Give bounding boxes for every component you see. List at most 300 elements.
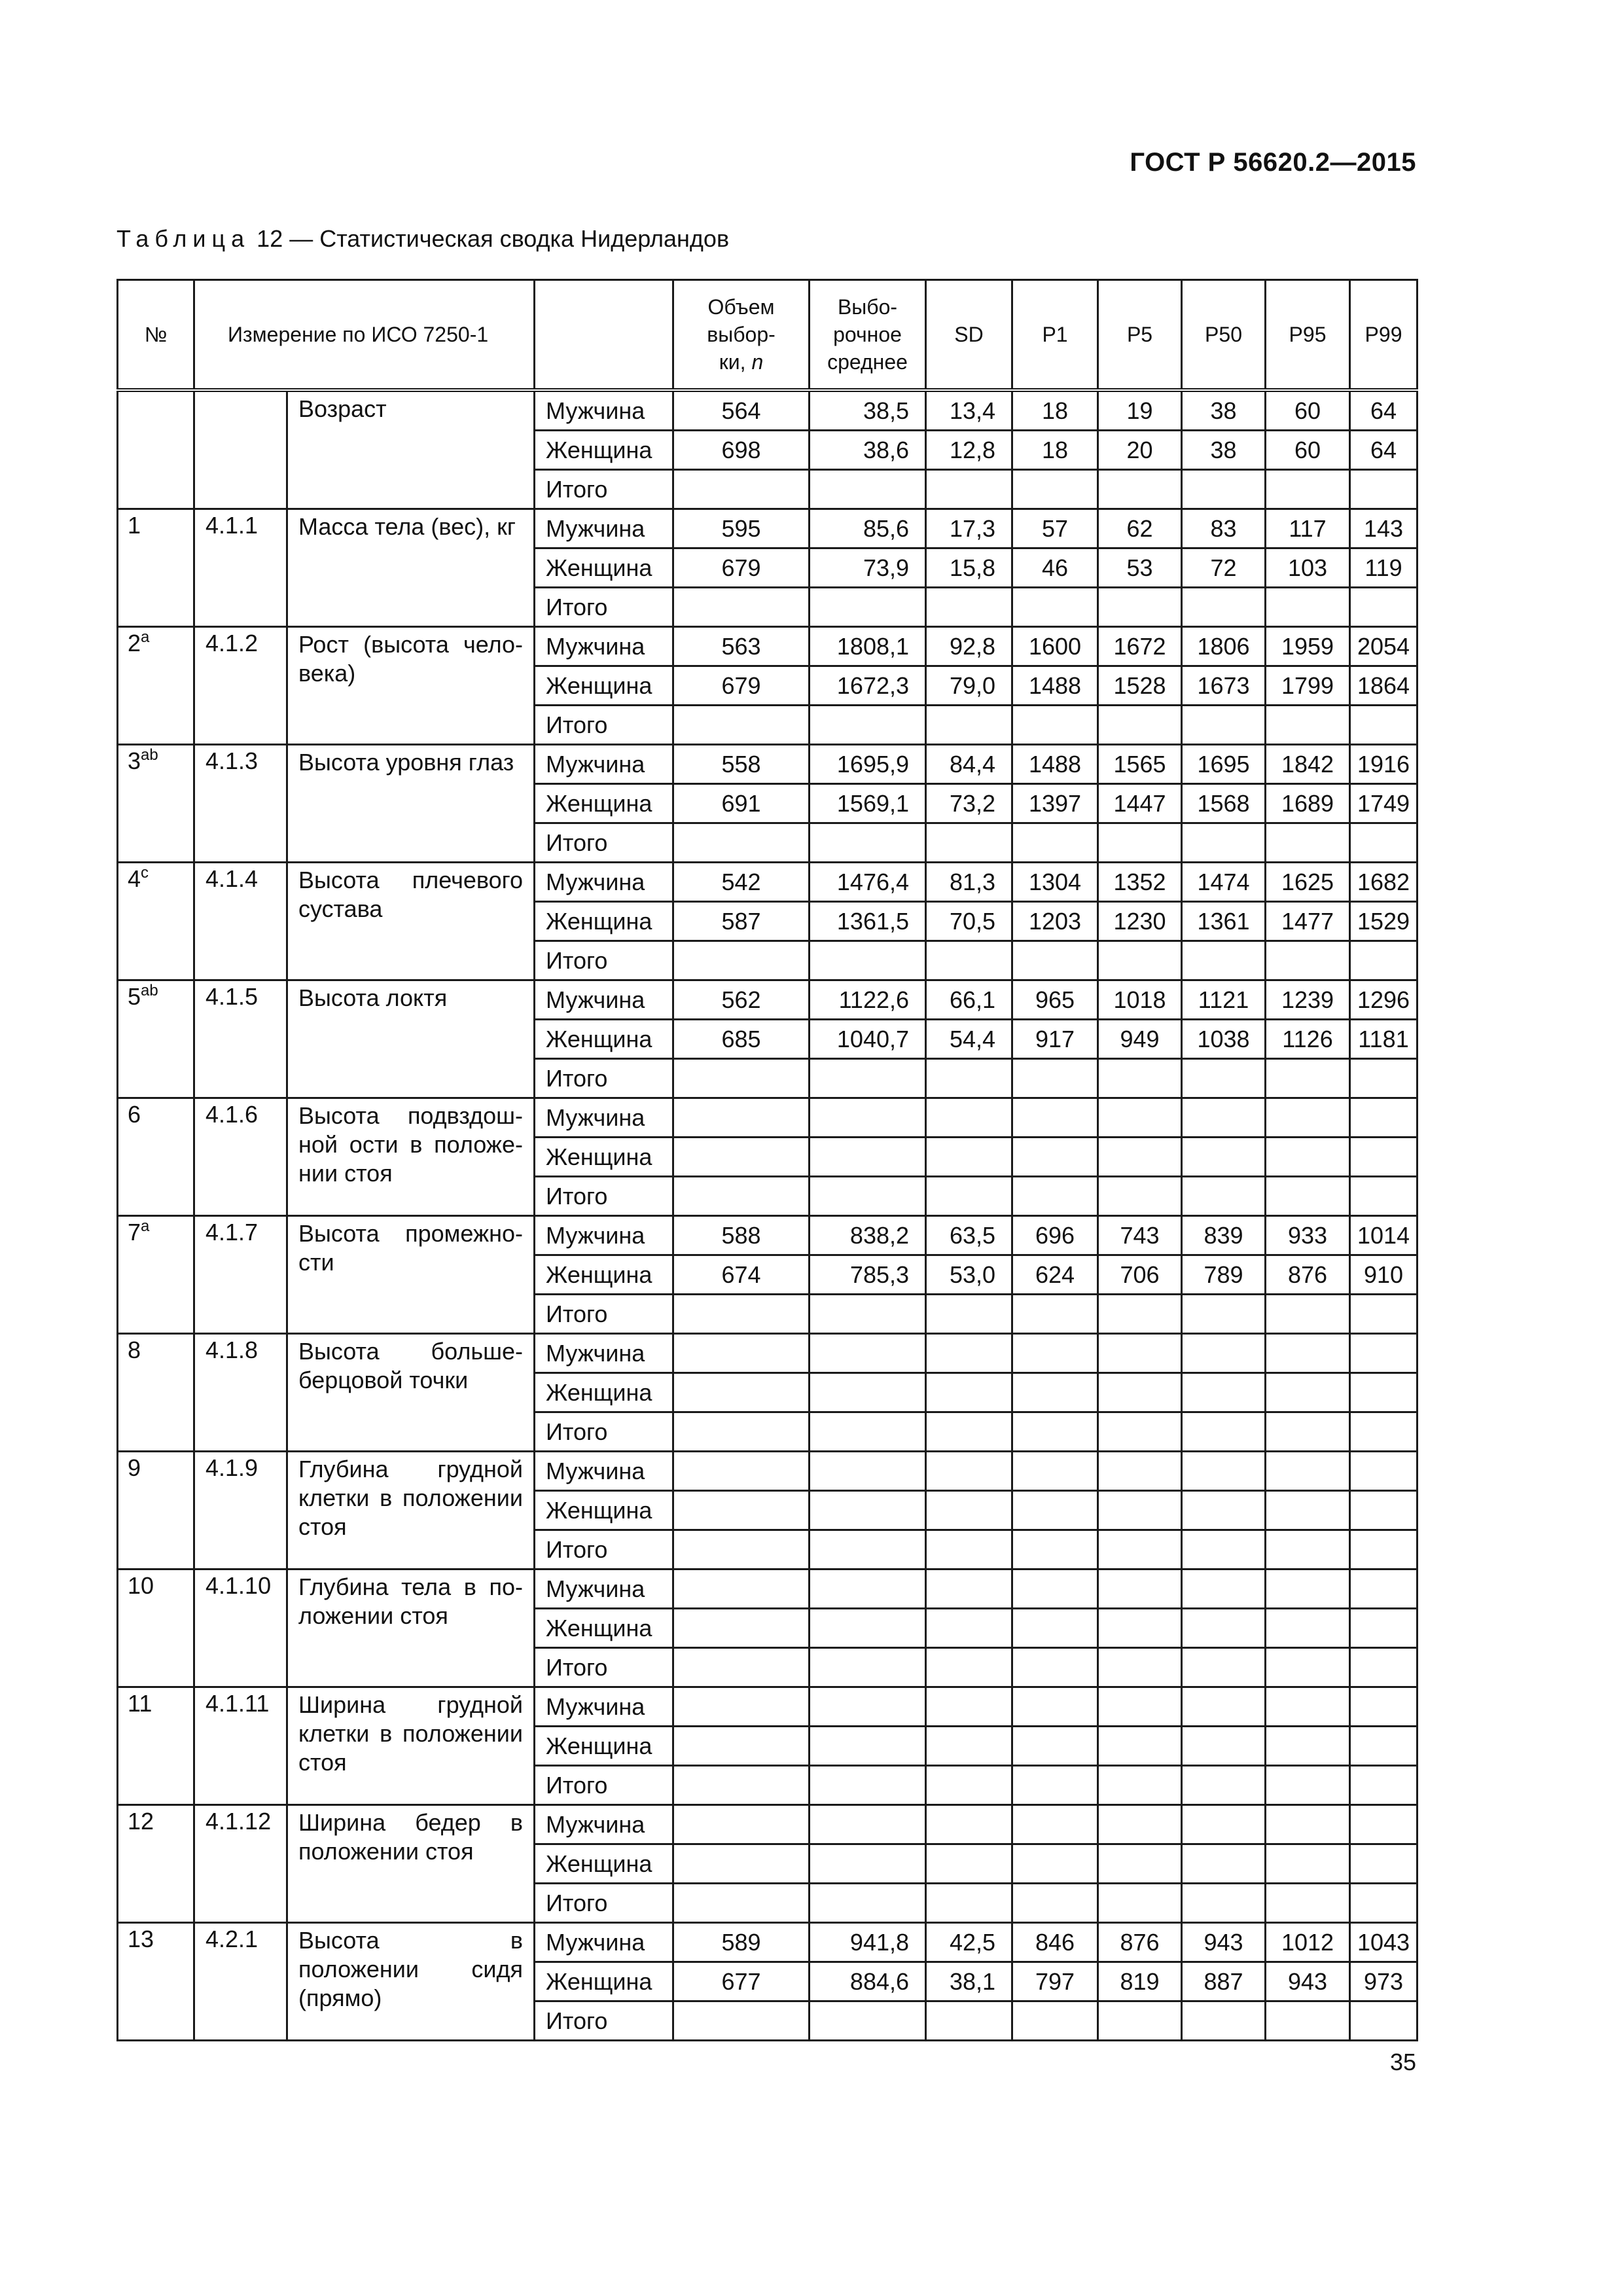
p5-cell (1098, 1295, 1182, 1334)
sex-cell: Женщина (535, 1727, 673, 1766)
sd-cell (926, 1884, 1012, 1923)
sex-cell: Итого (535, 470, 673, 509)
sex-cell: Итого (535, 2001, 673, 2041)
p5-cell (1098, 1334, 1182, 1373)
p99-cell: 119 (1350, 548, 1418, 588)
table-row (118, 1687, 1418, 1727)
row-number-cell (118, 1570, 194, 1687)
p50-cell (1182, 1373, 1266, 1412)
table-row (118, 509, 1418, 548)
sex-cell: Итого (535, 1648, 673, 1687)
p1-cell (1012, 1138, 1098, 1177)
p1-cell: 1488 (1012, 745, 1098, 784)
mean-cell: 1695,9 (810, 745, 926, 784)
sex-cell: Итого (535, 1412, 673, 1452)
row-number-cell (118, 745, 194, 863)
p99-cell: 64 (1350, 431, 1418, 470)
sex-cell: Женщина (535, 1844, 673, 1884)
sample-size-cell (673, 1884, 810, 1923)
sex-cell: Итого (535, 823, 673, 863)
p5-cell: 53 (1098, 548, 1182, 588)
sex-cell: Женщина (535, 1138, 673, 1177)
iso-code-cell (194, 390, 287, 509)
sex-cell: Мужчина (535, 1923, 673, 1962)
p5-cell: 949 (1098, 1020, 1182, 1059)
p5-cell (1098, 1648, 1182, 1687)
sex-cell: Женщина (535, 1255, 673, 1295)
p1-cell: 846 (1012, 1923, 1098, 1962)
sd-cell: 12,8 (926, 431, 1012, 470)
footnote-marker: ab (141, 746, 158, 764)
p50-cell (1182, 823, 1266, 863)
mean-cell: 1569,1 (810, 784, 926, 823)
p99-cell: 1043 (1350, 1923, 1418, 1962)
p5-cell (1098, 1452, 1182, 1491)
sd-cell: 79,0 (926, 666, 1012, 706)
p1-cell (1012, 1373, 1098, 1412)
row-number: 10 (128, 1572, 154, 1599)
p95-cell: 103 (1266, 548, 1350, 588)
p99-cell (1350, 1373, 1418, 1412)
p99-cell (1350, 1059, 1418, 1098)
sex-cell: Женщина (535, 902, 673, 941)
sd-cell: 54,4 (926, 1020, 1012, 1059)
p99-cell: 1181 (1350, 1020, 1418, 1059)
p5-cell: 819 (1098, 1962, 1182, 2001)
row-number: 4 (128, 865, 141, 892)
p50-cell (1182, 1687, 1266, 1727)
p50-cell: 1121 (1182, 980, 1266, 1020)
mean-cell (810, 1138, 926, 1177)
p99-cell: 973 (1350, 1962, 1418, 2001)
table-caption (116, 225, 729, 253)
sample-size-cell (673, 1452, 810, 1491)
p99-cell (1350, 1177, 1418, 1216)
sd-cell (926, 706, 1012, 745)
row-number-cell (118, 1923, 194, 2041)
p99-cell (1350, 1687, 1418, 1727)
p50-cell (1182, 941, 1266, 980)
p99-cell (1350, 1491, 1418, 1530)
p99-cell: 64 (1350, 390, 1418, 431)
mean-cell (810, 1373, 926, 1412)
measurement-name-cell: Высота подвздошной ости в положении стоя (287, 1098, 535, 1216)
sample-size-cell: 562 (673, 980, 810, 1020)
table-row (118, 980, 1418, 1020)
sd-cell: 73,2 (926, 784, 1012, 823)
p50-cell: 943 (1182, 1923, 1266, 1962)
sex-cell: Мужчина (535, 1805, 673, 1844)
column-header-num: № (118, 280, 194, 391)
column-header-mean-line1: Выбо- (837, 295, 898, 319)
iso-code-cell: 4.1.11 (194, 1687, 287, 1805)
sd-cell: 42,5 (926, 1923, 1012, 1962)
row-number-cell (118, 1216, 194, 1334)
mean-cell (810, 1727, 926, 1766)
p95-cell (1266, 1334, 1350, 1373)
column-header-p95: P95 (1266, 280, 1350, 391)
p1-cell (1012, 706, 1098, 745)
p50-cell (1182, 1648, 1266, 1687)
sd-cell (926, 1609, 1012, 1648)
sd-cell: 70,5 (926, 902, 1012, 941)
sex-cell: Мужчина (535, 1570, 673, 1609)
mean-cell (810, 470, 926, 509)
p95-cell: 1126 (1266, 1020, 1350, 1059)
p95-cell: 1959 (1266, 627, 1350, 666)
p95-cell (1266, 1452, 1350, 1491)
sex-cell: Мужчина (535, 1452, 673, 1491)
sample-size-cell (673, 1334, 810, 1373)
mean-cell: 941,8 (810, 1923, 926, 1962)
sex-cell: Итого (535, 1766, 673, 1805)
iso-code-cell: 4.1.6 (194, 1098, 287, 1216)
p5-cell (1098, 1844, 1182, 1884)
sample-size-cell (673, 1844, 810, 1884)
mean-cell (810, 1098, 926, 1138)
p1-cell (1012, 823, 1098, 863)
sex-cell: Мужчина (535, 1687, 673, 1727)
p5-cell (1098, 1609, 1182, 1648)
iso-code-cell: 4.1.8 (194, 1334, 287, 1452)
sd-cell: 15,8 (926, 548, 1012, 588)
p5-cell (1098, 1727, 1182, 1766)
column-header-sample-size-line1: Объем (707, 295, 775, 319)
mean-cell (810, 1412, 926, 1452)
mean-cell (810, 1295, 926, 1334)
p5-cell (1098, 1412, 1182, 1452)
row-number-cell (118, 1334, 194, 1452)
table-row (118, 1923, 1418, 1962)
mean-cell (810, 1530, 926, 1570)
sd-cell (926, 1373, 1012, 1412)
sd-cell (926, 1491, 1012, 1530)
mean-cell (810, 1884, 926, 1923)
p5-cell (1098, 706, 1182, 745)
p5-cell (1098, 2001, 1182, 2041)
p1-cell (1012, 1530, 1098, 1570)
p50-cell (1182, 1491, 1266, 1530)
p50-cell: 1695 (1182, 745, 1266, 784)
sample-size-cell (673, 706, 810, 745)
p99-cell (1350, 1530, 1418, 1570)
p99-cell (1350, 823, 1418, 863)
p5-cell (1098, 941, 1182, 980)
sex-cell: Итого (535, 1059, 673, 1098)
sd-cell (926, 2001, 1012, 2041)
p99-cell (1350, 1412, 1418, 1452)
p50-cell: 38 (1182, 390, 1266, 431)
sex-cell: Мужчина (535, 1098, 673, 1138)
p1-cell (1012, 1727, 1098, 1766)
sample-size-cell (673, 1648, 810, 1687)
p99-cell (1350, 1805, 1418, 1844)
p95-cell (1266, 1687, 1350, 1727)
p5-cell: 62 (1098, 509, 1182, 548)
column-header-mean-line2: рочное (833, 323, 902, 346)
measurement-name-cell: Высота большеберцовой точки (287, 1334, 535, 1452)
table-row (118, 1452, 1418, 1491)
p5-cell (1098, 1687, 1182, 1727)
sd-cell (926, 470, 1012, 509)
p5-cell (1098, 1098, 1182, 1138)
measurement-name-cell: Высота уровня глаз (287, 745, 535, 863)
sd-cell (926, 1452, 1012, 1491)
p1-cell (1012, 588, 1098, 627)
row-number: 13 (128, 1926, 154, 1952)
p95-cell: 1477 (1266, 902, 1350, 941)
sd-cell (926, 823, 1012, 863)
p95-cell (1266, 1098, 1350, 1138)
measurement-name-cell: Ширина бедер в положении стоя (287, 1805, 535, 1923)
sample-size-cell: 691 (673, 784, 810, 823)
p1-cell: 1600 (1012, 627, 1098, 666)
p1-cell (1012, 1766, 1098, 1805)
table-header-row (118, 280, 1418, 391)
p5-cell (1098, 1530, 1182, 1570)
p1-cell (1012, 1098, 1098, 1138)
mean-cell: 838,2 (810, 1216, 926, 1255)
mean-cell (810, 941, 926, 980)
row-number-cell (118, 627, 194, 745)
p1-cell (1012, 1491, 1098, 1530)
column-header-sample-size-line2: выбор- (707, 323, 776, 346)
row-number: 12 (128, 1808, 154, 1835)
sex-cell: Женщина (535, 784, 673, 823)
p50-cell (1182, 1138, 1266, 1177)
mean-cell: 1361,5 (810, 902, 926, 941)
p5-cell (1098, 1059, 1182, 1098)
sd-cell (926, 1844, 1012, 1884)
p5-cell: 1230 (1098, 902, 1182, 941)
row-number: 8 (128, 1336, 141, 1363)
p50-cell (1182, 1727, 1266, 1766)
sample-size-cell: 679 (673, 548, 810, 588)
p95-cell (1266, 1727, 1350, 1766)
sample-size-cell (673, 1570, 810, 1609)
p1-cell (1012, 1648, 1098, 1687)
iso-code-cell: 4.1.3 (194, 745, 287, 863)
mean-cell: 1476,4 (810, 863, 926, 902)
sample-size-cell (673, 823, 810, 863)
row-number-cell (118, 390, 194, 509)
sex-cell: Мужчина (535, 1334, 673, 1373)
sample-size-cell (673, 1687, 810, 1727)
sd-cell (926, 1805, 1012, 1844)
iso-code-cell: 4.1.4 (194, 863, 287, 980)
p5-cell: 1528 (1098, 666, 1182, 706)
iso-code-cell: 4.1.5 (194, 980, 287, 1098)
table-caption-text: 12 — Статистическая сводка Нидерландов (257, 225, 730, 252)
p50-cell: 1673 (1182, 666, 1266, 706)
sample-size-cell: 679 (673, 666, 810, 706)
p5-cell: 1352 (1098, 863, 1182, 902)
sex-cell: Мужчина (535, 390, 673, 431)
p95-cell (1266, 706, 1350, 745)
p1-cell (1012, 1412, 1098, 1452)
p50-cell: 1806 (1182, 627, 1266, 666)
row-number-cell (118, 1805, 194, 1923)
row-number-cell (118, 863, 194, 980)
sex-cell: Женщина (535, 1962, 673, 2001)
row-number: 2 (128, 630, 141, 656)
sex-cell: Женщина (535, 1491, 673, 1530)
p50-cell (1182, 1412, 1266, 1452)
sample-size-cell: 564 (673, 390, 810, 431)
sd-cell: 38,1 (926, 1962, 1012, 2001)
sex-cell: Итого (535, 1530, 673, 1570)
sample-size-cell: 674 (673, 1255, 810, 1295)
sample-size-cell: 698 (673, 431, 810, 470)
sd-cell (926, 1295, 1012, 1334)
p99-cell (1350, 588, 1418, 627)
iso-code-cell: 4.1.7 (194, 1216, 287, 1334)
p50-cell: 789 (1182, 1255, 1266, 1295)
column-header-p99: P99 (1350, 280, 1418, 391)
p1-cell: 46 (1012, 548, 1098, 588)
p5-cell: 1565 (1098, 745, 1182, 784)
p99-cell (1350, 470, 1418, 509)
mean-cell (810, 1570, 926, 1609)
p99-cell (1350, 941, 1418, 980)
p50-cell: 839 (1182, 1216, 1266, 1255)
p50-cell: 72 (1182, 548, 1266, 588)
sd-cell: 81,3 (926, 863, 1012, 902)
mean-cell: 884,6 (810, 1962, 926, 2001)
p99-cell: 2054 (1350, 627, 1418, 666)
sex-cell: Женщина (535, 1020, 673, 1059)
sd-cell (926, 941, 1012, 980)
mean-cell (810, 1609, 926, 1648)
p50-cell (1182, 1570, 1266, 1609)
mean-cell: 1672,3 (810, 666, 926, 706)
p1-cell (1012, 1805, 1098, 1844)
sample-size-cell (673, 1138, 810, 1177)
sample-size-cell (673, 1059, 810, 1098)
p1-cell: 57 (1012, 509, 1098, 548)
sd-cell (926, 1334, 1012, 1373)
p5-cell (1098, 1491, 1182, 1530)
p95-cell: 117 (1266, 509, 1350, 548)
row-number-cell (118, 1452, 194, 1570)
sex-cell: Мужчина (535, 509, 673, 548)
p1-cell: 18 (1012, 431, 1098, 470)
column-header-p5: P5 (1098, 280, 1182, 391)
p50-cell (1182, 1805, 1266, 1844)
p1-cell (1012, 1334, 1098, 1373)
sample-size-cell (673, 1177, 810, 1216)
p1-cell (1012, 1295, 1098, 1334)
sd-cell (926, 1766, 1012, 1805)
sex-cell: Итого (535, 706, 673, 745)
sex-cell: Женщина (535, 1373, 673, 1412)
table-row (118, 390, 1418, 431)
measurement-name-cell: Высота в положении сидя (прямо) (287, 1923, 535, 2041)
p99-cell: 1296 (1350, 980, 1418, 1020)
sex-cell: Мужчина (535, 627, 673, 666)
table-row (118, 745, 1418, 784)
footnote-marker: c (141, 864, 149, 882)
p5-cell (1098, 1373, 1182, 1412)
sd-cell: 84,4 (926, 745, 1012, 784)
sample-size-cell (673, 1373, 810, 1412)
p1-cell (1012, 1570, 1098, 1609)
row-number-cell (118, 1687, 194, 1805)
sd-cell (926, 1138, 1012, 1177)
sd-cell (926, 1412, 1012, 1452)
table-row (118, 1098, 1418, 1138)
p5-cell (1098, 1884, 1182, 1923)
p5-cell: 743 (1098, 1216, 1182, 1255)
mean-cell (810, 1648, 926, 1687)
p99-cell (1350, 1570, 1418, 1609)
mean-cell (810, 2001, 926, 2041)
p95-cell: 60 (1266, 431, 1350, 470)
p1-cell: 1397 (1012, 784, 1098, 823)
p1-cell: 1488 (1012, 666, 1098, 706)
p1-cell: 1304 (1012, 863, 1098, 902)
mean-cell: 38,6 (810, 431, 926, 470)
p95-cell (1266, 1295, 1350, 1334)
sample-size-cell (673, 2001, 810, 2041)
sample-size-cell: 677 (673, 1962, 810, 2001)
p1-cell: 797 (1012, 1962, 1098, 2001)
p5-cell: 1672 (1098, 627, 1182, 666)
p95-cell (1266, 1491, 1350, 1530)
p95-cell (1266, 588, 1350, 627)
p5-cell (1098, 1805, 1182, 1844)
table-row (118, 1805, 1418, 1844)
sex-cell: Итого (535, 1177, 673, 1216)
sample-size-cell: 588 (673, 1216, 810, 1255)
footnote-marker: ab (141, 982, 158, 999)
p50-cell (1182, 1098, 1266, 1138)
sample-size-cell (673, 1491, 810, 1530)
sex-cell: Мужчина (535, 980, 673, 1020)
p5-cell: 19 (1098, 390, 1182, 431)
p5-cell (1098, 823, 1182, 863)
p5-cell (1098, 588, 1182, 627)
p95-cell (1266, 1570, 1350, 1609)
p99-cell: 1864 (1350, 666, 1418, 706)
sex-cell: Женщина (535, 548, 673, 588)
p50-cell (1182, 1844, 1266, 1884)
mean-cell (810, 1805, 926, 1844)
p99-cell (1350, 2001, 1418, 2041)
table-row (118, 863, 1418, 902)
sex-cell: Женщина (535, 1609, 673, 1648)
column-header-sample-size (673, 280, 810, 391)
sample-size-cell (673, 588, 810, 627)
sex-cell: Итого (535, 1295, 673, 1334)
table-row (118, 627, 1418, 666)
column-header-sd: SD (926, 280, 1012, 391)
p5-cell: 20 (1098, 431, 1182, 470)
row-number: 1 (128, 512, 141, 539)
p95-cell (1266, 1648, 1350, 1687)
p99-cell (1350, 1727, 1418, 1766)
p50-cell: 83 (1182, 509, 1266, 548)
p5-cell (1098, 470, 1182, 509)
p99-cell (1350, 1098, 1418, 1138)
sample-size-cell: 589 (673, 1923, 810, 1962)
p99-cell: 1682 (1350, 863, 1418, 902)
mean-cell (810, 1491, 926, 1530)
p95-cell (1266, 941, 1350, 980)
p95-cell: 1625 (1266, 863, 1350, 902)
table-row (118, 1334, 1418, 1373)
iso-code-cell: 4.1.2 (194, 627, 287, 745)
